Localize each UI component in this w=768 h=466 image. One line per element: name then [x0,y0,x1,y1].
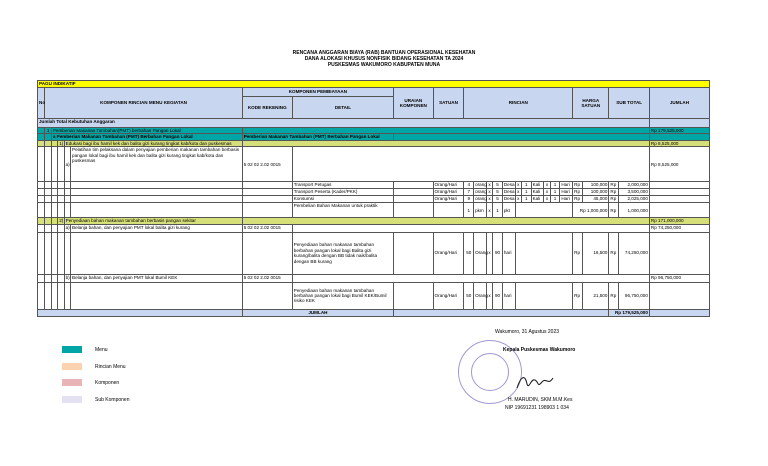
sub-komponen-2b-detail: Penyediaan bahan makanan tambahan berbahan pangan lokal bagi Bumil KEK/Bumil risiko KEK [292,282,393,309]
header-jumlah: JUMLAH [649,88,709,119]
signature-name: H. MARUDIN, SKM.M.M.Kes [508,397,573,403]
komponen-1a-label: Pelatihan tim pelaksana dalam penyajian pemberian makanan tambahan berbasis pangan lokal bagi ibu hamil kek dan balita gizi kurang tingkat kab/kota dan puskesmas [71,147,243,182]
komponen-2b-no: b) [64,274,70,282]
header-kode-rekening: KODE REKENING [242,97,292,119]
item-row: Konsumsi Orang/Hari 9 orang x 5 Desa x 1 Kali x 1 Hari Rp 45,000 Rp 2,025,000 [38,196,710,203]
signature-role: Kepala Puskesmas Wakumoro [503,347,576,353]
header-satuan: SATUAN [433,88,464,119]
rincian-1-label: Edukasi bagi ibu hamil kek dan balita gizi kurang tingkat kab/kota dan puskesmas [64,140,242,146]
legend-label-komponen: Komponen [95,380,120,386]
komponen-2a-row [38,224,710,232]
header-komponen-rincian: KOMPONEN RINCIAN MENU KEGIATAN [45,88,242,119]
signature-place-date: Wakumoro, 31 Agustus 2023 [495,329,560,335]
item-harga: 100,000 [582,189,609,196]
komponen-1a-no: a) [64,147,70,182]
menu-label: Pemberian Makanan Tambahan(PMT) berbahan Pangan Lokal [51,128,242,134]
komponen-2b-label: Belanja bahan, dan penyajian PMT lokal Bumil KEK [71,274,243,282]
rincian-2-label: Penyediaan bahan makanan tambahan berbasis pangan sekitar [64,218,242,224]
item-detail: Transport Petugas [292,182,393,189]
header-uraian-komponen: URAIAN KOMPONEN [394,88,433,119]
sub-komponen-2b-row: Penyediaan bahan makanan tambahan berbahan pangan lokal bagi Bumil KEK/Bumil risiko KEK Orang/Hari 50 Orang x 90 hari Rp 21,500 Rp 96,750,000 [38,282,710,309]
item-satuan: Orang/Hari [433,182,464,189]
sub-a-label: a Pemberian Makanan Tambahan (PMT) Berbahan Pangan Lokal [51,134,242,140]
komponen-2b-row [38,274,710,282]
legend-label-sub-komponen: Sub Komponen [95,397,130,403]
total-kebutuhan-row [38,119,710,128]
legend-label-menu: Menu [95,347,108,353]
item-subtotal: 2,000,000 [618,182,649,189]
komponen-2b-amount: Rp 96,750,000 [649,274,709,282]
menu-no: 1 [46,128,50,133]
item-satuan: Orang/Hari [433,196,464,203]
rincian-2-amount: Rp 171,000,000 [649,218,709,224]
total-kebutuhan-label: Jumlah Total Kebutuhan Anggaran [38,119,650,128]
komponen-1a-row [38,147,710,182]
menu-amount: Rp 179,525,000 [649,128,709,134]
komponen-2a-kode: 5 02 02 2.02 0015 [242,224,292,232]
rincian-1-amount: Rp 8,525,000 [649,140,709,146]
header-komponen-pembiayaan: KOMPONEN PEMBIAYAAN [242,88,393,97]
header-rincian: RINCIAN [464,88,573,119]
komponen-1a-amount: Rp 8,525,000 [649,147,709,182]
legend-swatch-rincian-menu [62,363,82,370]
rincian-2-no: 2) [59,218,64,224]
komponen-2a-label: Belanja bahan, dan penyajian PMT lokal balita gizi kurang [71,224,243,232]
legend-swatch-menu [62,346,82,353]
item-row: Transport Peserta (Kader/PKK) Orang/Hari 7 orang x 5 Desa x 1 Kali x 1 Hari Rp 100,000 Rp 3,500,000 [38,189,710,196]
jumlah-label: JUMLAH [242,309,393,316]
header-detail: DETAIL [292,97,393,119]
item-detail: Pembelian Bahan Makanan untuk praktik [292,203,393,218]
header-harga-satuan: HARGA SATUAN [573,88,609,119]
sub-komponen-2a-detail: Penyediaan bahan makanan tambahan berbahan pangan lokal bagi Balita gizi kurang/balita dengan BB tidak naik/balita dengan BB kurang [292,232,393,274]
fagu-row [38,81,710,88]
fagu-label: PAGU INDIKATIF [38,81,710,88]
legend-swatch-komponen [62,379,82,386]
jumlah-amount: Rp 179,525,000 [609,309,650,316]
header-sub-total: SUB TOTAL [609,88,650,119]
doc-title-2: DANA ALOKASI KHUSUS NONFISIK BIDANG KESEHATAN TA 2024 [304,56,464,62]
item-subtotal: 2,025,000 [618,196,649,203]
header-no: No [38,88,45,119]
item-harga: Rp 1,000,000 [573,203,609,218]
legend-swatch-sub-komponen [62,396,82,403]
rincian-1-no: 1) [59,140,64,146]
item-satuan: Orang/Hari [433,189,464,196]
sub-a-overlay: Pemberian Makanan Tambahan (PMT) Berbahan Pangan Lokal [242,134,393,140]
item-subtotal: 1,000,000 [618,203,649,218]
sub-komponen-2a-row: Penyediaan bahan makanan tambahan berbahan pangan lokal bagi Balita gizi kurang/balita dengan BB tidak naik/balita dengan BB kurang Orang/Hari 50 Orang x 90 hari Rp 16,500 Rp 74,250,000 [38,232,710,274]
item-row: Transport Petugas Orang/Hari 4 orang x 5 Desa x 1 Kali x 1 Hari Rp 100,000 Rp 2,000,000 [38,182,710,189]
doc-title-1: RENCANA ANGGARAN BIAYA (RAB) BANTUAN OPERASIONAL KESEHATAN [292,50,476,56]
komponen-2b-kode: 5 02 02 2.02 0015 [242,274,292,282]
item-detail: Konsumsi [292,196,393,203]
header-row-1 [38,88,710,97]
legend-label-rincian-menu: Rincian Menu [95,364,126,370]
rab-table [37,80,710,317]
signature-nip: NIP 19691231 198903 1 034 [505,405,569,411]
item-harga: 45,000 [582,196,609,203]
item-subtotal: 3,500,000 [618,189,649,196]
item-detail: Transport Peserta (Kader/PKK) [292,189,393,196]
doc-title-3: PUSKESMAS WAKUMORO KABUPATEN MUNA [327,62,441,68]
item-harga: 100,000 [582,182,609,189]
komponen-2a-amount: Rp 74,250,000 [649,224,709,232]
item-row: Pembelian Bahan Makanan untuk praktik 1 pkm x 1 pkt Rp 1,000,000 Rp 1,000,000 [38,203,710,218]
komponen-2a-no: a) [64,224,70,232]
jumlah-row [38,309,710,316]
komponen-1a-kode: 5 02 02 2.02 0015 [242,147,292,182]
signature-scribble [515,368,555,393]
